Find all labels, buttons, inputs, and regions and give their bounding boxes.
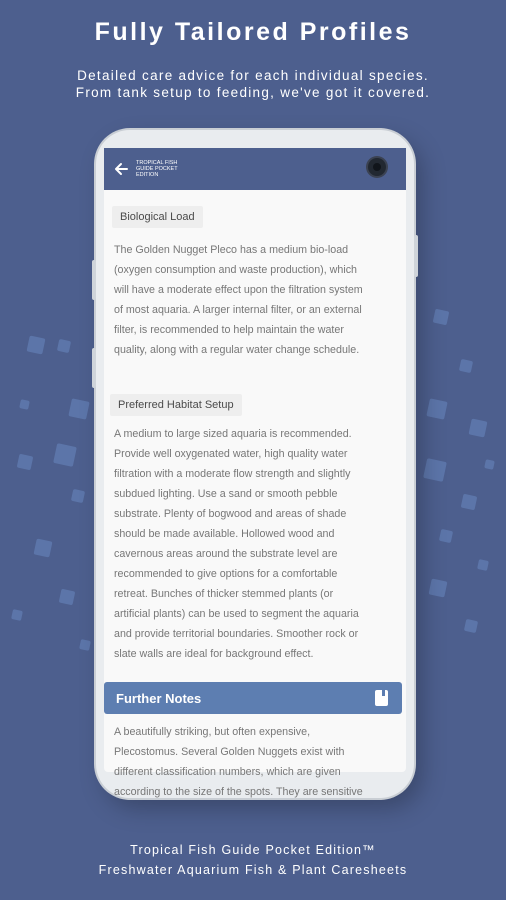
power-button — [414, 235, 418, 277]
text-line: Provide well oxygenated water, high quality water — [114, 448, 348, 460]
text-line: filter, is recommended to help maintain the water — [114, 324, 344, 336]
text-line: A beautifully striking, but often expensive, — [114, 726, 311, 738]
promo-subtitle-line1: Detailed care advice for each individual species. — [77, 68, 429, 83]
further-notes-title: Further Notes — [116, 690, 202, 706]
promo-subtitle — [0, 67, 506, 101]
app-logo-line: TROPICAL FISH — [136, 160, 178, 166]
text-line: substrate. Plenty of bogwood and areas of shade — [114, 508, 347, 520]
text-line: recommended to give options for a comfortable — [114, 568, 338, 580]
text-line: cavernous areas around the substrate level are — [114, 548, 338, 560]
app-logo-line: EDITION — [136, 172, 159, 178]
app-logo — [136, 160, 180, 178]
text-line: different classification numbers, which are given — [114, 766, 341, 778]
text-line: according to the size of the spots. They are sensitive — [114, 786, 363, 798]
habitat-setup-text — [114, 424, 396, 664]
text-line: filtration with a moderate flow strength and slightly — [114, 468, 351, 480]
text-line: quality, along with a regular water change schedule. — [114, 344, 360, 356]
text-line: A medium to large sized aquaria is recommended. — [114, 428, 352, 440]
text-line: (oxygen consumption and waste production), which — [114, 264, 357, 276]
further-notes-text — [114, 722, 396, 802]
notes-document-icon — [375, 690, 388, 706]
volume-up-button — [92, 260, 96, 300]
phone-screen — [104, 148, 406, 798]
text-line: and provide territorial boundaries. Smoother rock or — [114, 628, 359, 640]
biological-load-text — [114, 240, 396, 360]
section-heading-biological-load: Biological Load — [112, 206, 203, 228]
app-logo-line: GUIDE POCKET — [136, 166, 178, 172]
promo-subtitle-line2: From tank setup to feeding, we've got it covered. — [75, 85, 431, 100]
volume-down-button — [92, 348, 96, 388]
section-heading-habitat-setup: Preferred Habitat Setup — [110, 394, 242, 416]
footer-app-name: Tropical Fish Guide Pocket Edition™ — [130, 843, 376, 857]
phone-frame — [96, 130, 414, 798]
text-line: retreat. Bunches of thicker stemmed plants (or — [114, 588, 334, 600]
text-line: subdued lighting. Use a sand or smooth pebble — [114, 488, 338, 500]
text-line: should be made available. Hollowed wood and — [114, 528, 335, 540]
text-line: will have a moderate effect upon the filtration system — [114, 284, 363, 296]
text-line: of most aquaria. A larger internal filter, or an external — [114, 304, 362, 316]
further-notes-header[interactable] — [104, 682, 402, 714]
text-line: artificial plants) can be used to segment the aquaria — [114, 608, 359, 620]
text-line: slate walls are ideal for background effect. — [114, 648, 314, 660]
footer-tagline: Freshwater Aquarium Fish & Plant Caresheets — [98, 863, 408, 877]
app-bar — [104, 148, 406, 190]
text-line: The Golden Nugget Pleco has a medium bio-load — [114, 244, 349, 256]
text-line: Plecostomus. Several Golden Nuggets exist with — [114, 746, 345, 758]
front-camera — [368, 158, 386, 176]
promo-title: Fully Tailored Profiles — [94, 18, 412, 46]
back-arrow-icon[interactable] — [110, 158, 132, 180]
species-profile-content — [104, 190, 406, 798]
